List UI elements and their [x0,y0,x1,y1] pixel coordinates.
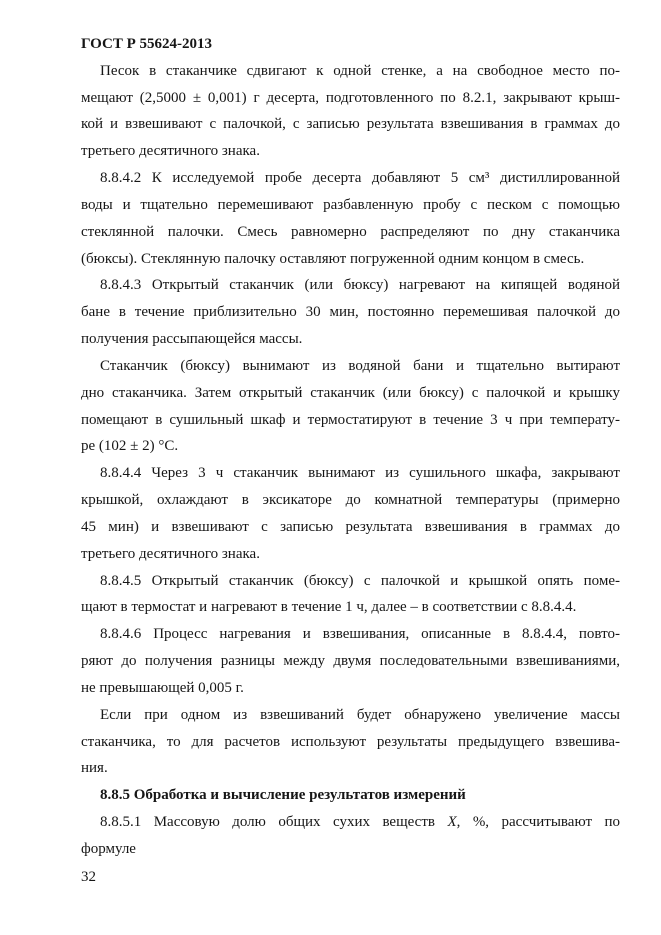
paragraph [81,460,620,567]
text-line: воды и тщательно перемешивают разбавленную пробу с песком с помощью [81,196,620,213]
text-line: 45 мин) и взвешивают с записью результата взвешивания в граммах до [81,518,620,535]
text-segment: 8.8.5.1 Массовую долю общих сухих веществ [100,814,448,831]
text-line: помещают в сушильный шкаф и термостатируют в течение 3 ч при температу- [81,411,620,428]
text-line: Песок в стаканчике сдвигают к одной стенке, а на свободное место по- [100,62,620,79]
text-line: стаканчика, то для расчетов используют результаты предыдущего взвешива- [81,733,620,750]
text-line: формуле [81,840,136,857]
text-line: ряют до получения разницы между двумя последовательными взвешиваниями, [81,653,620,670]
text-line: 8.8.4.4 Через 3 ч стаканчик вынимают из сушильного шкафа, закрывают [100,465,620,482]
text-line [81,809,620,836]
paragraph [81,809,620,863]
text-line: 8.8.4.5 Открытый стаканчик (бюксу) с палочкой и крышкой опять поме- [100,572,620,589]
text-segment: , %, рассчитывают по [456,814,620,831]
document-text-block [81,31,620,863]
variable-symbol: X [447,814,457,831]
paragraph [81,353,620,460]
text-line: мещают (2,5000 ± 0,001) г десерта, подготовленного по 8.2.1, закрывают крыш- [81,89,620,106]
text-line: бане в течение приблизительно 30 мин, постоянно перемешивая палочкой до [81,304,620,321]
paragraph [81,272,620,352]
text-line: стеклянной палочки. Смесь равномерно распределяют по дну стаканчика [81,223,620,240]
text-line: 8.8.4.3 Открытый стаканчик (или бюксу) нагревают на кипящей водяной [100,277,620,294]
text-line: ре (102 ± 2) °С. [81,438,179,455]
text-line: третьего десятичного знака. [81,143,260,160]
text-line: крышкой, охлаждают в эксикаторе до комнатной температуры (примерно [81,492,620,509]
paragraph [81,165,620,272]
document-header: ГОСТ Р 55624-2013 [81,36,213,52]
document-body [81,58,620,863]
text-line: третьего десятичного знака. [81,545,260,562]
text-line: 8.8.5 Обработка и вычисление результатов измерений [100,787,466,804]
text-line: не превышающей 0,005 г. [81,679,244,696]
text-line: Стаканчик (бюксу) вынимают из водяной бани и тщательно вытирают [100,357,620,374]
text-line: Если при одном из взвешиваний будет обнаружено увеличение массы [100,706,620,723]
text-line: получения рассыпающейся массы. [81,331,303,348]
text-line: 8.8.4.2 К исследуемой пробе десерта добавляют 5 см³ дистиллированной [100,170,620,187]
text-line: (бюксы). Стеклянную палочку оставляют погруженной одним концом в смесь. [81,250,585,267]
paragraph [81,621,620,701]
text-line: щают в термостат и нагревают в течение 1 ч, далее – в соответствии с 8.8.4.4. [81,599,577,616]
paragraph [81,568,620,622]
section-heading [81,782,620,809]
page-number: 32 [81,869,96,885]
text-line: кой и взвешивают с палочкой, с записью результата взвешивания в граммах до [81,116,620,133]
paragraph [81,702,620,782]
text-line: ния. [81,760,108,777]
text-line: 8.8.4.6 Процесс нагревания и взвешивания, описанные в 8.8.4.4, повто- [100,626,620,643]
text-line: дно стаканчика. Затем открытый стаканчик (или бюксу) с палочкой и крышку [81,384,620,401]
paragraph [81,58,620,165]
